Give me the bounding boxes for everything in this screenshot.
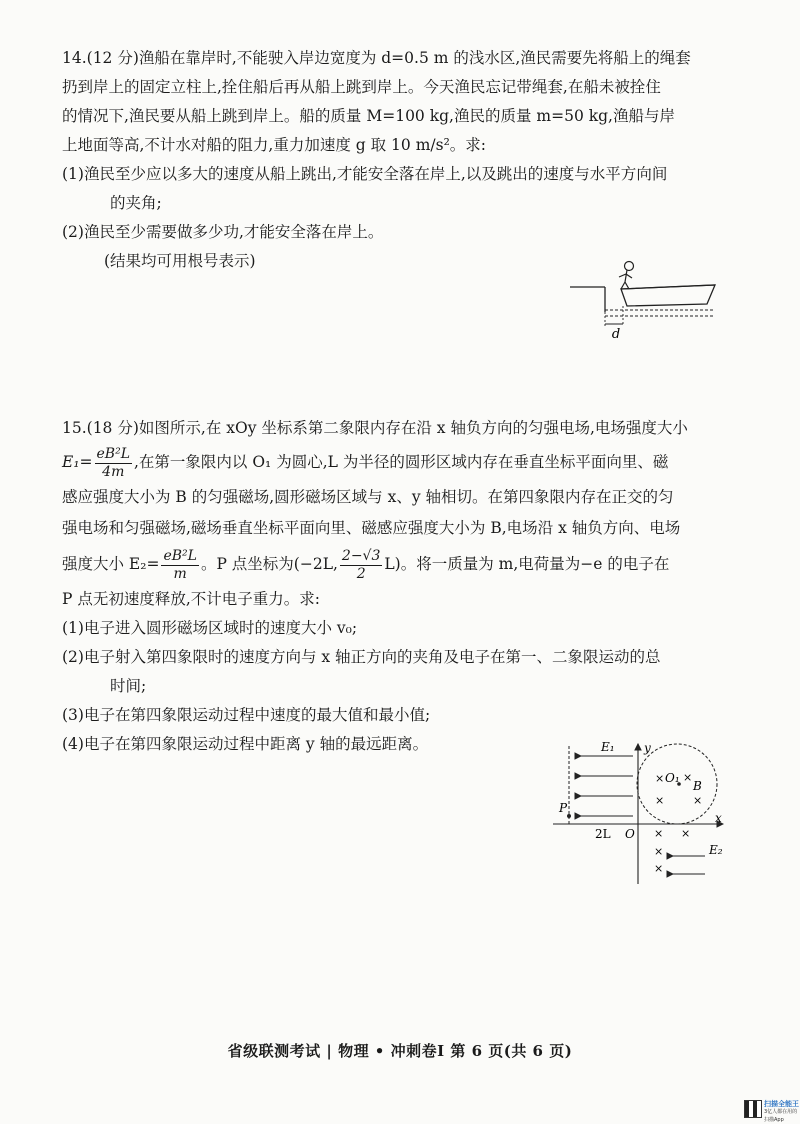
problem-15-question-3: (3)电子在第四象限运动过程中速度的最大值和最小值; xyxy=(62,706,431,724)
field-figure xyxy=(545,738,730,888)
problem-15-line-1: 15.(18 分)如图所示,在 xOy 坐标系第二象限内存在沿 x 轴负方向的匀强电场,电场强度大小 xyxy=(62,419,688,437)
e2-prefix: 强度大小 E₂= xyxy=(62,555,160,573)
boat-figure xyxy=(565,252,725,344)
problem-14-line-1: 14.(12 分)渔船在靠岸时,不能驶入岸边宽度为 d=0.5 m 的浅水区,渔民需要先将船上的绳套 xyxy=(62,49,691,67)
problem-15-question-2: (2)电子射入第四象限时的速度方向与 x 轴正方向的夹角及电子在第一、二象限运动的总 xyxy=(62,648,661,666)
p-coordinate-fraction xyxy=(340,548,382,583)
page-footer: 省级联测考试 | 物理 • 冲刺卷Ⅰ 第 6 页(共 6 页) xyxy=(227,1042,573,1060)
label-d: d xyxy=(611,327,621,342)
problem-15-line-6: P 点无初速度释放,不计电子重力。求: xyxy=(62,590,321,608)
problem-14 xyxy=(62,44,740,276)
label-x: x xyxy=(715,811,722,825)
problem-15-line-4: 强电场和匀强磁场,磁场垂直坐标平面向里、磁感应强度大小为 B,电场沿 x 轴负方向、电场 xyxy=(62,519,681,537)
problem-15 xyxy=(62,414,740,759)
field-cross-mark: × xyxy=(654,862,664,875)
problem-15-question-1: (1)电子进入圆形磁场区域时的速度大小 v₀; xyxy=(62,619,358,637)
fisherman-body xyxy=(619,270,632,289)
problem-14-question-1: (1)渔民至少应以多大的速度从船上跳出,才能安全落在岸上,以及跳出的速度与水平方向间 xyxy=(62,165,668,183)
p-coordinate-denominator: 2 xyxy=(356,565,366,582)
problem-15-question-2-cont: 时间; xyxy=(110,677,147,695)
point-p xyxy=(567,814,571,818)
e2-fraction xyxy=(161,548,198,583)
problem-14-question-2: (2)渔民至少需要做多少功,才能安全落在岸上。 xyxy=(62,223,384,241)
label-2l: 2L xyxy=(595,827,611,841)
problem-15-question-4: (4)电子在第四象限运动过程中距离 y 轴的最远距离。 xyxy=(62,735,429,753)
problem-15-line-3: 感应强度大小为 B 的匀强磁场,圆形磁场区域与 x、y 轴相切。在第四象限内存在正交的匀 xyxy=(62,488,674,506)
problem-15-line-5-end: L)。将一质量为 m,电荷量为−e 的电子在 xyxy=(384,555,670,573)
field-cross-mark: × xyxy=(683,771,693,784)
field-cross-mark: × xyxy=(655,794,665,807)
field-cross-mark: × xyxy=(654,845,664,858)
problem-15-line-5-mid: 。P 点坐标为(−2L, xyxy=(200,555,338,573)
e1-denominator: 4m xyxy=(102,463,125,480)
problem-14-question-1-cont: 的夹角; xyxy=(110,194,162,212)
field-cross-mark: × xyxy=(681,827,691,840)
label-b: B xyxy=(693,779,702,793)
label-y: y xyxy=(644,741,651,755)
field-cross-mark: × xyxy=(654,827,664,840)
problem-14-line-4: 上地面等高,不计水对船的阻力,重力加速度 g 取 10 m/s²。求: xyxy=(62,136,487,154)
problem-15-line-5 xyxy=(62,543,740,585)
e2-numerator: eB²L xyxy=(163,547,197,564)
label-p: P xyxy=(559,801,568,815)
label-e2: E₂ xyxy=(709,843,723,857)
field-cross-mark: × xyxy=(693,794,703,807)
label-e1: E₁ xyxy=(601,740,615,754)
problem-15-line-2-rest: ,在第一象限内以 O₁ 为圆心,L 为半径的圆形区域内存在垂直坐标平面向里、磁 xyxy=(134,453,669,471)
problem-14-note: (结果均可用根号表示) xyxy=(104,252,256,270)
fisherman-head xyxy=(625,262,634,271)
problem-15-line-2 xyxy=(62,443,740,481)
e1-prefix: E₁= xyxy=(62,453,93,471)
e2-denominator: m xyxy=(173,565,187,582)
scanner-watermark xyxy=(764,1100,800,1124)
label-o: O xyxy=(625,827,635,841)
qr-code-icon xyxy=(744,1100,762,1118)
label-o1: O₁ xyxy=(665,771,680,785)
problem-14-line-3: 的情况下,渔民要从船上跳到岸上。船的质量 M=100 kg,渔民的质量 m=50 kg,渔船与岸 xyxy=(62,107,675,125)
field-cross-mark: × xyxy=(655,772,665,785)
e1-fraction xyxy=(95,446,132,481)
p-coordinate-numerator: 2−√3 xyxy=(341,547,381,564)
e1-numerator: eB²L xyxy=(96,445,130,462)
boat-deck xyxy=(621,285,715,289)
problem-14-line-2: 扔到岸上的固定立柱上,拴住船后再从船上跳到岸上。今天渔民忘记带绳套,在船未被拴住 xyxy=(62,78,661,96)
watermark-line-2: 3亿人都在用的扫描App xyxy=(764,1109,798,1123)
watermark-line-1: 扫描全能王 xyxy=(764,1100,799,1108)
